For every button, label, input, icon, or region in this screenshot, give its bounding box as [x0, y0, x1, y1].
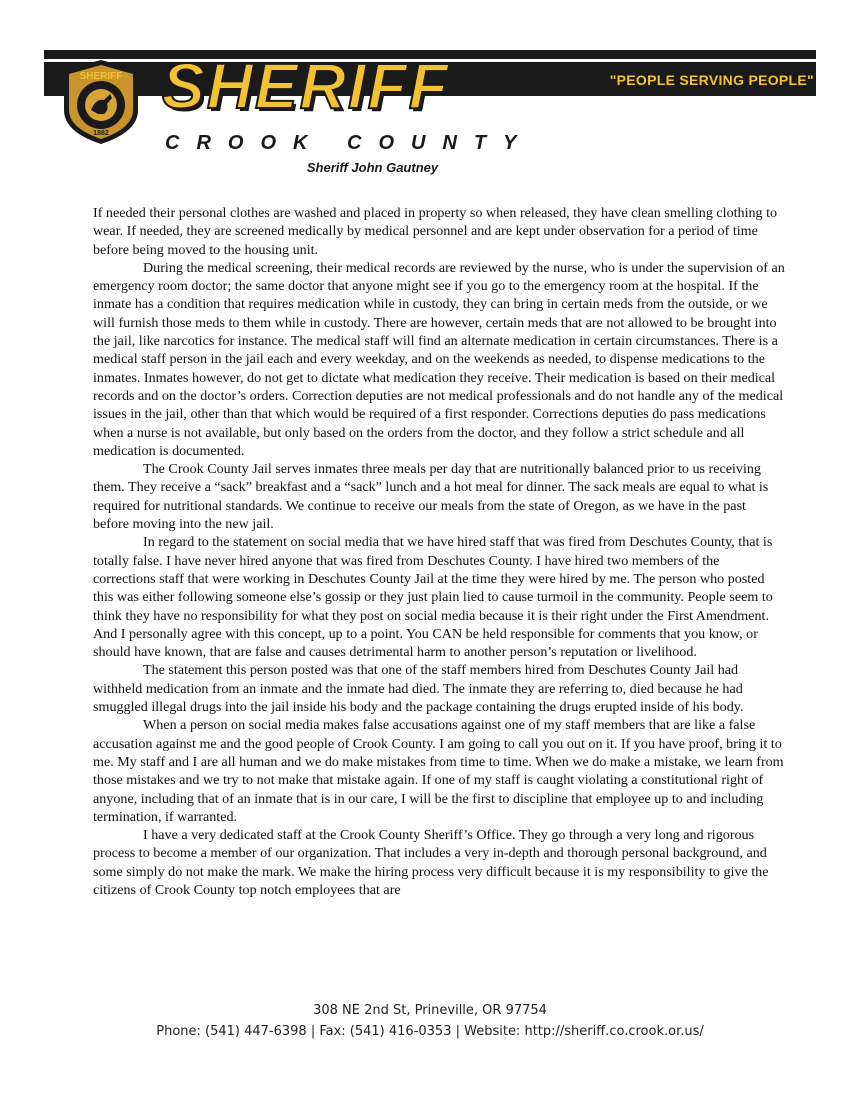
letterhead-slogan: "PEOPLE SERVING PEOPLE" — [609, 72, 814, 88]
letterhead-title: SHERIFF — [162, 50, 450, 122]
sheriff-badge-icon — [60, 58, 142, 146]
badge-top-text: SHERIFF — [79, 71, 123, 82]
paragraph: If needed their personal clothes are washed and placed in property so when released, they have clean smelling clothing to wear. If needed, they are screened medically by medical personnel and are kept under observation for a period of time before being moved to the housing unit. — [93, 205, 778, 258]
paragraph: During the medical screening, their medical records are reviewed by the nurse, who is under the supervision of an emergency room doctor; the same doctor that anyone might see if you go to the emergency room at the hospital. If the inmate has a condition that requires medication while in custody, they can bring in certain meds from the outside, or we will furnish those meds to them while in custody. There are however, certain meds that are not allowed to be brought into the jail, like narcotics for instance. The medical staff will find an alternate medication in certain circumstances. There is a medical staff person in the jail each and every weekday, and on the weekends as needed, to dispense medications to the inmates. Inmates however, do not get to dictate what medication they receive. Their medication is based on their medical records and on the doctor’s orders. Correction deputies are not medical professionals and do not handle any of the medical issues in the jail, other than that which would be required of a first responder. Corrections deputies do pass medications when a nurse is not available, but only based on the orders from the doctor, and they follow a strict schedule and all medication is documented. — [93, 259, 785, 459]
paragraph: The statement this person posted was that one of the staff members hired from Deschutes County Jail had withheld medication from an inmate and the inmate had died. The inmate they are referring to, died because he had smuggled illegal drugs into the jail inside his body and the package containing the drugs erupted inside of his body. — [93, 662, 744, 716]
footer-address: 308 NE 2nd St, Prineville, OR 97754 — [313, 1003, 547, 1018]
paragraph: When a person on social media makes false accusations against one of my staff members that are like a false accusation against me and the good people of Crook County. I am going to call you out on it. If you have proof, bring it to me. My staff and I are all human and we do make mistakes from time to time. When we do make a mistake, we learn from those mistakes and we try to not make that mistake again. If one of my staff is caught violating a constitutional right of anyone, including that of an inmate that is in our care, I will be the first to discipline that employee up to and including termination, if warranted. — [93, 717, 784, 825]
paragraph: In regard to the statement on social media that we have hired staff that was fired from Deschutes County, that is totally false. I have never hired anyone that was fired from Deschutes County. I have hired two members of the corrections staff that were working in Deschutes County Jail at the time they were hired by me. The person who posted this was either following someone else’s gossip or they just plain lied to cause turmoil in the community. People seem to think they have no responsibility for what they post on social media because it is their right under the First Amendment. And I personally agree with this concept, up to a point. You CAN be held responsible for comments that you know, or should have known, that are false and causes detrimental harm to another person’s reputation or livelihood. — [93, 534, 773, 661]
badge-year: 1882 — [93, 130, 109, 137]
paragraph: I have a very dedicated staff at the Crook County Sheriff’s Office. They go through a very long and rigorous process to become a member of our organization. That includes a very in-depth and thorough personal background, and some simply do not make the mark. We make the hiring process very difficult because it is my responsibility to give the citizens of Crook County top notch employees that are — [93, 827, 769, 898]
letterhead-county: CROOK COUNTY — [165, 132, 534, 154]
letter-body — [93, 204, 785, 899]
paragraph: The Crook County Jail serves inmates three meals per day that are nutritionally balanced prior to us receiving them. They receive a “sack” breakfast and a “sack” lunch and a hot meal for dinner. The sack meals are equal to what is required for nutritional standards. We continue to receive our meals from the state of Oregon, as we have in the past before moving into the new jail. — [93, 461, 769, 533]
sheriff-name: Sheriff John Gautney — [306, 160, 439, 175]
footer-contact: Phone: (541) 447-6398 | Fax: (541) 416-0353 | Website: http://sheriff.co.crook.or.us/ — [156, 1024, 704, 1039]
